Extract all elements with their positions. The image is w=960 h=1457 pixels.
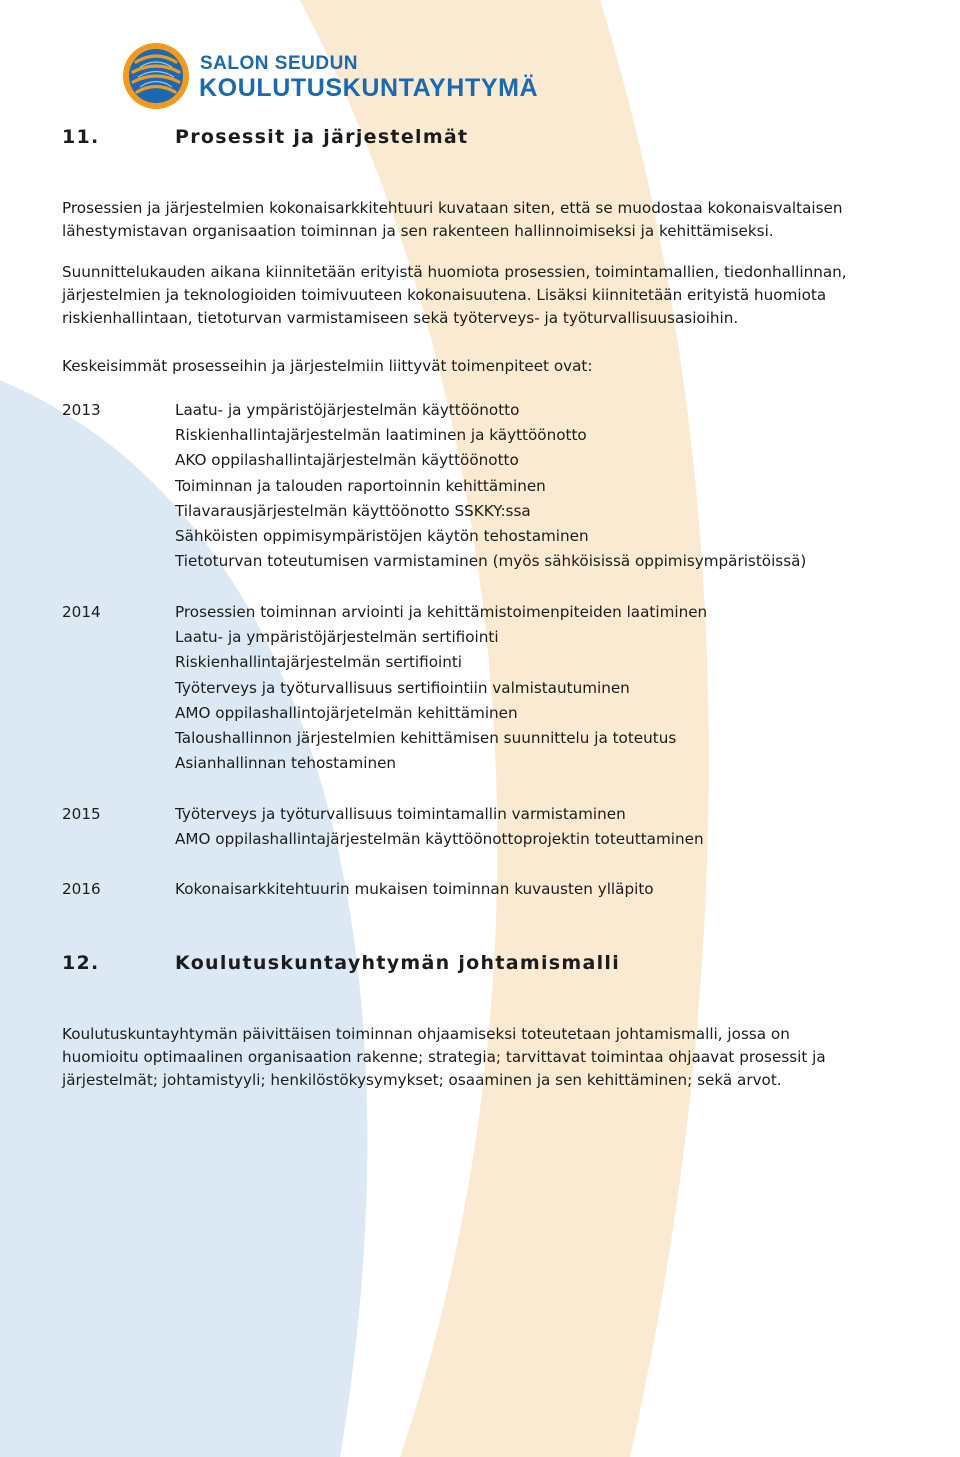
section-title: Koulutuskuntayhtymän johtamismalli <box>175 952 621 974</box>
text-line: järjestelmät; johtamistyyli; henkilöstökysymykset; osaaminen ja sen kehittäminen; sekä arvot. <box>62 1071 782 1089</box>
measure-item: Riskienhallintajärjestelmän sertifiointi <box>175 653 463 672</box>
text-line: Suunnittelukauden aikana kiinnitetään erityistä huomiota prosessien, toimintamallien, tiedonhallinnan, <box>62 263 847 281</box>
section-number: 12. <box>62 952 100 974</box>
measure-list-2013 <box>175 398 806 574</box>
measure-item: Tilavarausjärjestelmän käyttöönotto SSKKY:ssa <box>175 501 531 520</box>
section-11-paragraph-2 <box>62 261 960 330</box>
text-line: järjestelmien ja teknologioiden toimivuuteen kokonaisuutena. Lisäksi kiinnitetään erityistä huomiota <box>62 286 827 304</box>
measure-item: Asianhallinnan tehostaminen <box>175 754 397 773</box>
text-line: Prosessien ja järjestelmien kokonaisarkkitehtuuri kuvataan siten, että se muodostaa kokonaisvaltaisen <box>62 199 843 217</box>
year-label: 2013 <box>62 401 101 419</box>
logo-text-line2: KOULUTUSKUNTAYHTYMÄ <box>199 74 539 102</box>
measures-intro <box>62 355 960 378</box>
section-number: 11. <box>62 126 100 148</box>
text-line: lähestymistavan organisaation toiminnan ja sen rakenteen hallinnoimiseksi ja kehittämiseksi. <box>62 222 774 240</box>
measure-item: Prosessien toiminnan arviointi ja kehittämistoimenpiteiden laatiminen <box>175 603 708 621</box>
measure-item: AMO oppilashallintajärjestelmän käyttöönottoprojektin toteuttaminen <box>175 830 704 849</box>
section-11-paragraph-1 <box>62 197 960 243</box>
section-12-paragraph <box>62 1023 960 1092</box>
measure-item: Riskienhallintajärjestelmän laatiminen ja käyttöönotto <box>175 426 587 445</box>
measure-list-2014 <box>175 600 707 776</box>
measure-item: Toiminnan ja talouden raportoinnin kehittäminen <box>175 476 546 495</box>
measure-item: Työterveys ja työturvallisuus sertifiointiin valmistautuminen <box>175 678 630 697</box>
section-title: Prosessit ja järjestelmät <box>175 126 469 148</box>
measure-item: Taloushallinnon järjestelmien kehittämisen suunnittelu ja toteutus <box>175 729 677 748</box>
year-label: 2015 <box>62 805 101 823</box>
measure-item: Kokonaisarkkitehtuurin mukaisen toiminnan kuvausten ylläpito <box>175 880 654 898</box>
text-line: riskienhallintaan, tietoturvan varmistamiseen sekä työterveys- ja työturvallisuusasioihin. <box>62 309 739 327</box>
measure-item: Laatu- ja ympäristöjärjestelmän käyttöönotto <box>175 401 520 419</box>
text-line: Koulutuskuntayhtymän päivittäisen toiminnan ohjaamiseksi toteutetaan johtamismalli, jossa on <box>62 1025 790 1043</box>
year-label: 2014 <box>62 603 101 621</box>
measure-list-2015 <box>175 802 704 852</box>
measure-list-2016 <box>175 877 654 902</box>
year-label: 2016 <box>62 880 101 898</box>
measure-item: Laatu- ja ympäristöjärjestelmän sertifiointi <box>175 628 499 647</box>
text-line: huomioitu optimaalinen organisaation rakenne; strategia; tarvittavat toimintaa ohjaavat prosessit ja <box>62 1048 826 1066</box>
measure-item: Työterveys ja työturvallisuus toimintamallin varmistaminen <box>175 805 626 823</box>
measure-item: Tietoturvan toteutumisen varmistaminen (myös sähköisissä oppimisympäristöissä) <box>175 552 807 571</box>
measure-item: AKO oppilashallintajärjestelmän käyttöönotto <box>175 451 519 470</box>
measure-item: AMO oppilashallintojärjetelmän kehittäminen <box>175 703 518 722</box>
measure-item: Sähköisten oppimisympäristöjen käytön tehostaminen <box>175 527 589 546</box>
logo-text-line1: SALON SEUDUN <box>200 53 359 74</box>
text-line: Keskeisimmät prosesseihin ja järjestelmiin liittyvät toimenpiteet ovat: <box>62 357 593 375</box>
